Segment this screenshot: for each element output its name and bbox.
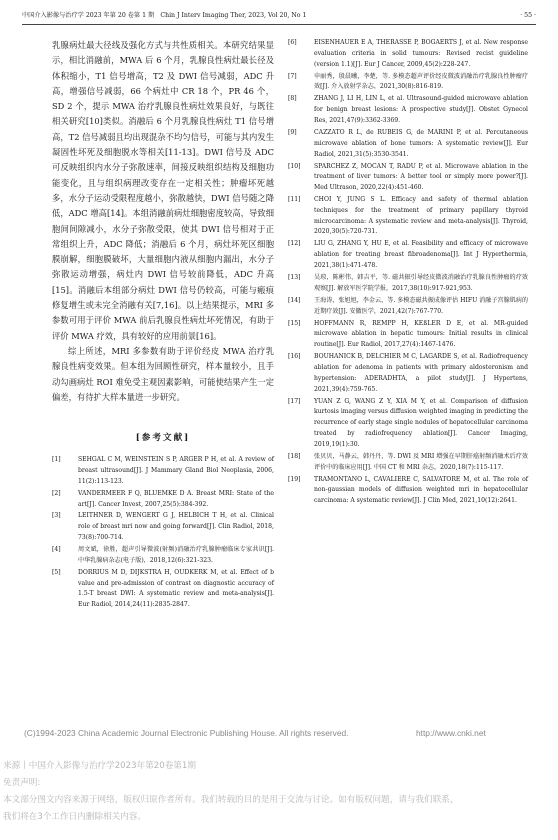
reference-item — [288, 352, 528, 395]
reference-number: [17] — [288, 397, 301, 405]
running-header — [22, 10, 536, 25]
reference-text: LIU G, ZHANG Y, HU E, et al. Feasibility and efficacy of microwave ablation for treating breast fibroadenoma[J]. Int J Hyperthermia, 2021,38(1):471-478. — [314, 240, 528, 270]
reference-text: LEITHNER D, WENGERT G J, HELBICH T H, et al. Clinical role of breast mri now and going forward[J]. Clin Radiol, 2018, 73(8):700-714. — [78, 512, 274, 542]
reference-text: ZHANG J, LI H, LIN L, et al. Ultrasound-guided microwave ablation for benign breast lesions: A prospective study[J]. Obstet Gynecol Res, 2021,47(9):3362-3369. — [314, 95, 528, 124]
reference-text: HOFFMANN R, REMPP H, KEßLER D E, et al. MR-guided microwave ablation in hepatic tumours: Initial results in clinical routine[J]. Eur Radiol, 2017,27(4):1467-1476. — [314, 319, 528, 349]
reference-text: TRAMONTANO L, CAVALIERE C, SALVATORE M, et al. The role of non-gaussian models of diffusion weighted mri in hepatocellular carcinoma: A systematic review[J]. J Clin Med, 2021,10(12):2641. — [314, 475, 528, 505]
reference-text: 张贝贝，马静云，韩丹丹，等. DWI 及 MRI 增强在早期肝癌射频消融术后疗效评价中的临床应用[J]. 中国 CT 和 MRI 杂志，2020,18(7):115-117. — [314, 452, 528, 471]
reference-item — [52, 511, 274, 543]
copyright-line — [24, 728, 534, 738]
reference-number: [19] — [288, 475, 301, 483]
reference-number: [12] — [288, 240, 301, 248]
reference-text: 申丽秀，殷晨曦，李楚，等. 多模态超声评价经皮微波消融治疗乳腺良性肿瘤疗效[J]. 介入放射学杂志，2021,30(8):816-819. — [314, 72, 528, 91]
disclaimer-line: 本文部分图文内容来源于网络，版权归原作者所有。我们转载的目的是用于交流与讨论。如有版权问题，请与我们联系， — [3, 795, 459, 805]
reference-item — [288, 319, 528, 351]
reference-item — [288, 452, 528, 474]
reference-text: 王海涛，张旭旭，李金云，等. 多模态磁共振成像评估 HIFU 消融子宫腺肌病的近期疗效[J]. 安徽医学，2021,42(7):767-770. — [314, 296, 528, 315]
reference-item — [52, 545, 274, 567]
reference-number: [7] — [288, 72, 297, 80]
disclaimer-line: 我们将在3个工作日内删除相关内容。 — [3, 812, 146, 822]
reference-number: [15] — [288, 319, 301, 327]
reference-number: [18] — [288, 452, 301, 460]
reference-list-right — [288, 38, 528, 507]
reference-text: CHOI Y, JUNG S L. Efficacy and safety of thermal ablation techniques for the treatment of primary papillary thyroid microcarcinoma: A systematic review and meta-analysis[J]. Thyroid, 2020,30(5):720-731. — [314, 196, 528, 236]
reference-text: SEHGAL C M, WEINSTEIN S P, ARGER P H, et al. A review of breast ultrasound[J]. J Mammary Gland Biol Neoplasia, 2006, 11(2):113-123. — [78, 456, 274, 485]
reference-number: [10] — [288, 162, 301, 170]
reference-text: DORRIUS M D, DIJKSTRA H, OUDKERK M, et al. Effect of b value and pre-admission of contrast on diagnostic accuracy of 1.5-T breast DWI: A systematic review and meta-analysis[J]. Eur Radiol, 2014,24(11):2835-2847. — [78, 568, 274, 609]
reference-item — [52, 489, 274, 511]
reference-item — [52, 455, 274, 487]
reference-number: [1] — [52, 456, 61, 464]
copyright-text: (C)1994-2023 China Academic Journal Electronic Publishing House. All rights reserved. — [24, 728, 349, 738]
reference-item — [288, 273, 528, 295]
body-paragraph-discussion: 乳腺病灶最大径线及强化方式与共性质相关。本研究结果显示，相比消融前，MWA 后 6 个月，乳腺良性病灶最长径及体积缩小，T1 信号增高，T2 及 DWI 信号减弱，ADC 升高，增强信号减弱，66 个病灶中 CR 18 个，PR 46 个，SD 2 个，提示 MWA 治疗乳腺良性病灶效果良好，与既往相关研究[10]类似。消融后 6 个月乳腺良性病灶 T1 信号增高，T2 信号减弱且均出现混杂不均匀信号，可能与其内发生凝固性坏死及细胞脱水等相关[11-13]。DWI 信号及 ADC 可反映组织内水分子弥散速率，间接反映组织结构及细胞功能变化，且与组织病理改变存在一定相关性；肿瘤坏死越多，水分子运动受限程度越小，弥散越快，DWI 信号随之降低，ADC 增高[14]。本组消融前病灶细胞密度较高，导致细胞间间隙减小，水分子弥散受限，使其 DWI 信号相对于正常组织上升，ADC 降低；消融后 6 个月，病灶坏死区细胞膜崩解，细胞膜破坏，大量细胞内液从细胞内漏出，水分子弥散运动增强，病灶内 DWI 信号较前降低，ADC 升高[15]。消融后本组部分病灶 DWI 信号仍较高，可能与瘢痕修复增生或未完全消融有关[7,16]。以上结果提示，MRI 多参数可用于评价 MWA 前后乳腺良性病灶坏死情况，有助于评价 MWA 疗效，具有较好的应用前景[16]。 — [52, 40, 274, 341]
reference-item — [288, 475, 528, 507]
reference-item — [288, 72, 528, 94]
reference-item — [288, 397, 528, 451]
reference-text: BOUHANICK B, DELCHIER M C, LAGARDE S, et al. Radiofrequency ablation for adenoma in patients with primary aldosteronism and hypertension: ADERADHTA, a pilot study[J]. J Hypertens, 2021,39(4):759-765. — [314, 353, 528, 393]
cnki-link[interactable]: http://www.cnki.net — [416, 728, 486, 738]
reference-number: [2] — [52, 489, 61, 497]
reference-text: 周文斌，徐胜，超声引导微波(射频)消融治疗乳腺肿瘤临床专家共识[J]. 中华乳腺病杂志(电子版)，2018,12(6):321-323. — [78, 546, 274, 564]
reference-number: [13] — [288, 274, 301, 282]
reference-item — [288, 239, 528, 271]
reference-text: CAZZATO R L, de RUBEIS G, de MARINI P, et al. Percutaneous microwave ablation of bone tumors: A systematic review[J]. Eur Radiol, 2021,31(5):3530-3541. — [314, 128, 528, 158]
reference-list-left — [52, 455, 274, 611]
references-title: [参考文献] — [135, 433, 191, 444]
left-column — [52, 38, 274, 612]
reference-number: [4] — [52, 546, 61, 554]
reference-item — [288, 162, 528, 194]
reference-number: [14] — [288, 296, 301, 304]
reference-item — [288, 195, 528, 238]
reference-number: [9] — [288, 128, 297, 136]
reference-number: [6] — [288, 39, 297, 46]
reference-item — [288, 128, 528, 160]
reference-text: VANDERMEER F Q, BLUEMKE D A. Breast MRI: State of the art[J]. Cancer Invest, 2007,25(5):384-392. — [78, 489, 274, 508]
reference-number: [8] — [288, 95, 297, 103]
reference-number: [5] — [52, 568, 61, 576]
reference-number: [11] — [288, 196, 301, 204]
reference-text: 吴琼，陈彬伟，韩吉平，等. 磁共振引导经皮微波消融治疗乳腺良性肿瘤的疗效观察[J]. 解放军医学院学报，2017,38(10):917-921,953. — [314, 274, 528, 292]
source-disclaimer-footer — [3, 758, 555, 826]
reference-number: [3] — [52, 512, 61, 520]
journal-citation-header: 中国介入影像与治疗学 2023 年第 20 卷第 1 期 Chin J Interv Imaging Ther, 2023, Vol 20, No 1 — [22, 12, 307, 19]
reference-text: SPARCHEZ Z, MOCAN T, RADU P, et al. Microwave ablation in the treatment of liver tumors: A better tool or simply more power?[J]. Med Ultrason, 2020,22(4):451-460. — [314, 162, 528, 192]
source-line: 来源丨中国介入影像与治疗学2023年第20卷第1期 — [3, 761, 196, 771]
reference-item — [288, 38, 528, 70]
right-column — [288, 38, 528, 508]
reference-text: YUAN Z G, WANG Z Y, XIA M Y, et al. Comparison of diffusion kurtosis imaging versus diffusion weighted imaging in predicting the recurrence of early stage single nodules of hepatocellular carcinoma treated by radiofrequency ablation[J]. Cancer Imaging, 2019,19(1):30. — [314, 397, 528, 448]
reference-text: EISENHAUER E A, THERASSE P, BOGAERTS J, et al. New response evaluation criteria in solid tumours: Revised recist guideline (version 1.1)[J]. Eur J Cancer, 2009,45(2):228-247. — [314, 39, 528, 68]
page-number: · 55 · — [520, 12, 536, 19]
body-paragraph-conclusion: 综上所述，MRI 多参数有助于评价经皮 MWA 治疗乳腺良性病变效果。但本组为回顾性研究，样本量较小，且手动勾画病灶 ROI 难免受主观因素影响，可能使结果产生一定偏差，有待扩大样本量进一步研究。 — [52, 345, 274, 402]
reference-item — [288, 94, 528, 126]
reference-number: [16] — [288, 353, 301, 361]
reference-item — [288, 296, 528, 318]
reference-item — [52, 568, 274, 611]
disclaimer-title: 免责声明: — [3, 778, 41, 788]
